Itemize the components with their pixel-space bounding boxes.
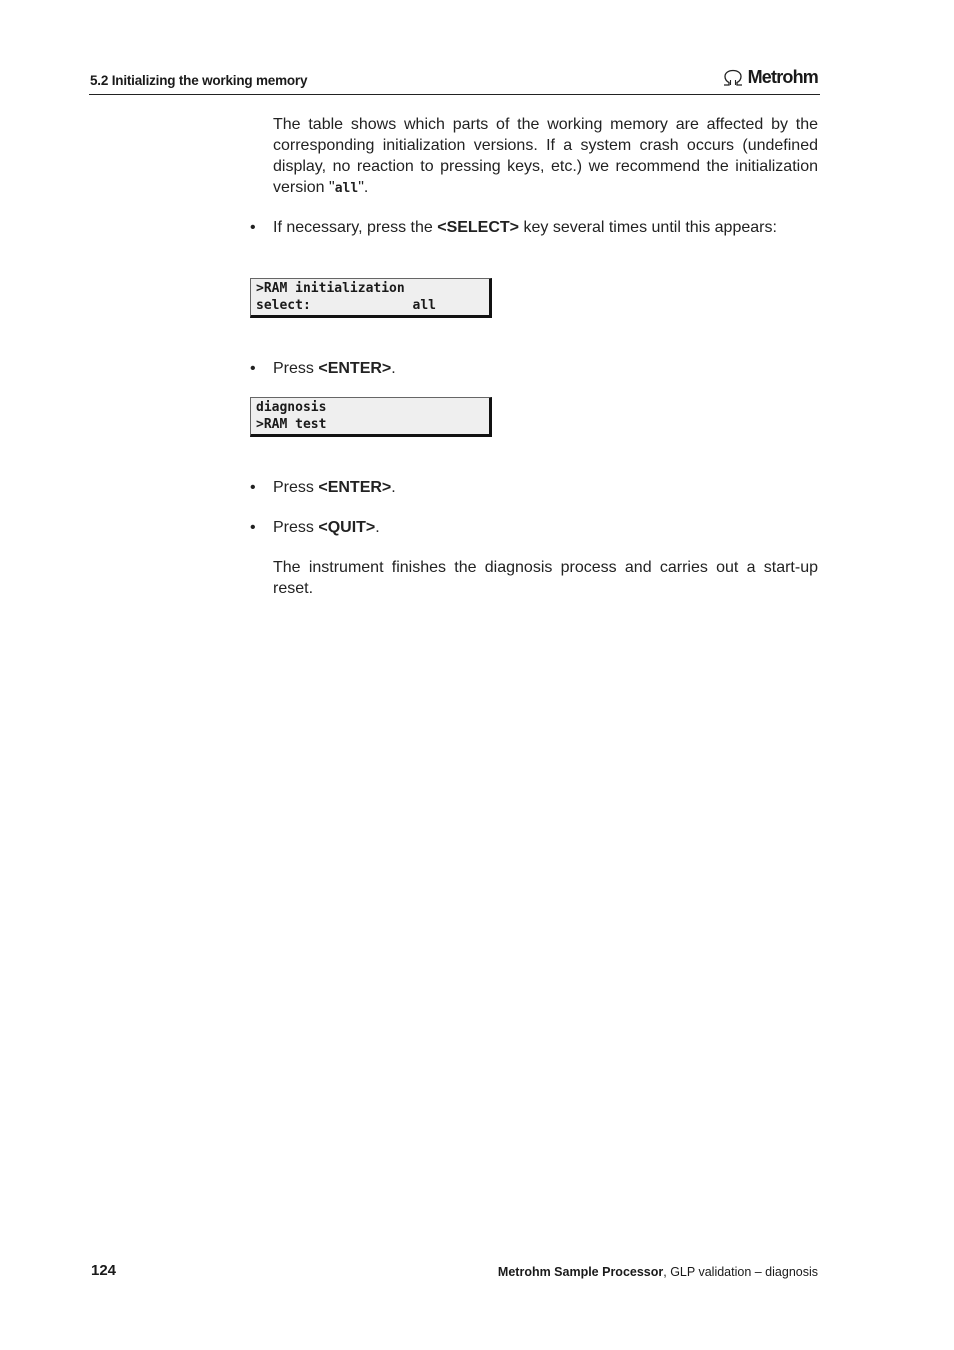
bullet-marker: • [250,219,256,236]
key-enter: <ENTER> [318,479,392,496]
intro-code: all [334,181,359,196]
brand-logo [722,67,818,88]
bullet-marker: • [250,479,256,496]
step-enter-1 [250,358,818,379]
lcd-line-2: select: all [256,298,437,313]
step-select [250,217,818,238]
step-text: key several times until this appears: [519,219,777,236]
step-text: . [375,519,380,536]
lcd-line-2: >RAM test [256,417,327,432]
bullet-marker: • [250,519,256,536]
intro-paragraph [273,114,818,199]
bullet-marker: • [250,360,256,377]
step-quit-text [273,517,818,538]
footer-product-rest: , GLP validation – diagnosis [663,1265,818,1279]
intro-text-before: The table shows which parts of the working memory are affected by the corresponding initialization versions. If a system crash occurs (undefined display, no reaction to pressing keys, etc.) we recommend the initialization version " [273,116,818,196]
page-header [89,64,820,95]
step-quit [250,517,818,538]
step-enter-2 [250,477,818,498]
step-enter-1-text [273,358,818,379]
step-text: . [391,479,396,496]
step-text: Press [273,360,319,377]
step-text: Press [273,519,319,536]
key-enter: <ENTER> [318,360,392,377]
lcd-line-1: diagnosis [256,400,327,415]
brand-name: Metrohm [747,67,818,87]
key-select: <SELECT> [437,219,520,236]
outro-paragraph: The instrument finishes the diagnosis process and carries out a start-up reset. [273,559,818,597]
key-quit: <QUIT> [318,519,376,536]
intro-text-after: ". [358,179,369,196]
footer-product-bold: Metrohm Sample Processor [497,1265,664,1279]
section-title: 5.2 Initializing the working memory [90,73,308,88]
step-text: . [391,360,396,377]
omega-icon [722,69,744,87]
lcd-display-diagnosis [250,397,492,437]
step-enter-2-text [273,477,818,498]
step-text: If necessary, press the [273,219,438,236]
step-text: Press [273,479,319,496]
page-number: 124 [91,1262,117,1279]
lcd-display-ram-init [250,278,492,318]
lcd-line-1: >RAM initialization [256,281,405,296]
step-select-text [273,217,818,238]
footer-product [498,1265,818,1279]
